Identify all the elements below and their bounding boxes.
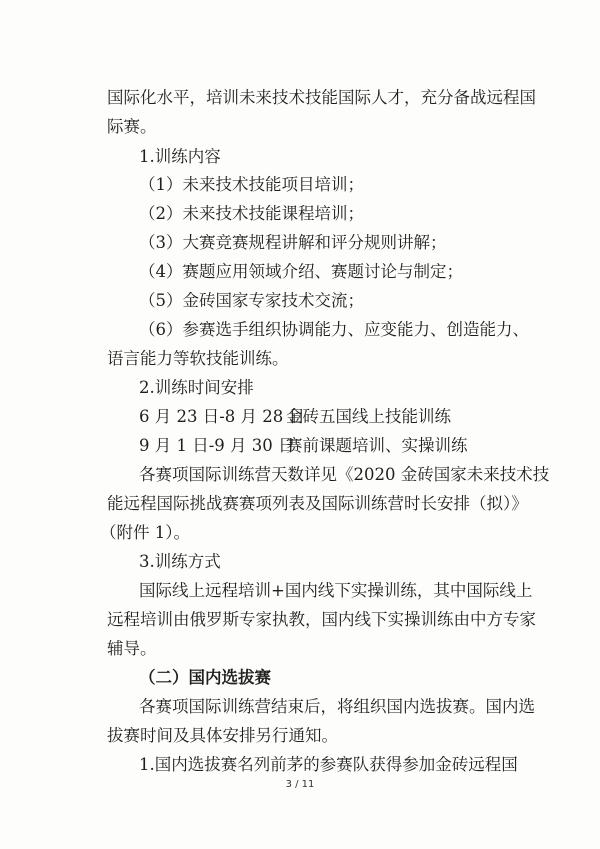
section1-title: 1.训练内容 [139,147,221,166]
content-item-1: （1）未来技术技能项目培训； [139,175,364,194]
content-item-4: （4）赛题应用领域介绍、赛题讨论与制定； [139,262,463,281]
camp-line-2: 能远程国际挑战赛赛项列表及国际训练营时长安排（拟）》 [107,494,528,513]
intro-line-2: 际赛。 [107,117,157,136]
content-item-6-line-2: 语言能力等软技能训练。 [107,349,289,368]
selection-line-2: 拔赛时间及具体安排另行通知。 [107,726,338,745]
page-number: 3 / 11 [285,779,315,790]
schedule-activity-2: 赛前课题培训、实操训练 [286,436,468,455]
heading-domestic-selection: （二）国内选拔赛 [139,668,271,687]
intro-line-1: 国际化水平，培训未来技术技能国际人才，充分备战远程国 [107,88,536,107]
camp-line-3: （附件 1）。 [100,523,190,542]
schedule-date-2: 9 月 1 日-9 月 30 日 [139,436,295,455]
schedule-activity-1: 金砖五国线上技能训练 [286,407,451,426]
schedule-date-1: 6 月 23 日-8 月 28 日 [139,407,306,426]
content-item-6-line-1: （6）参赛选手组织协调能力、应变能力、创造能力、 [139,320,529,339]
content-item-5: （5）金砖国家专家技术交流； [139,291,364,310]
last-line: 1.国内选拔赛名列前茅的参赛队获得参加金砖远程国 [139,755,518,774]
selection-line-1: 各赛项国际训练营结束后，将组织国内选拔赛。国内选 [139,697,535,716]
method-line-2: 远程培训由俄罗斯专家执教，国内线下实操训练由中方专家 [107,610,536,629]
content-item-2: （2）未来技术技能课程培训； [139,204,364,223]
method-line-1: 国际线上远程培训+国内线下实操训练，其中国际线上 [139,581,533,600]
section2-title: 2.训练时间安排 [139,378,254,397]
section3-title: 3.训练方式 [139,552,221,571]
camp-line-1: 各赛项国际训练营天数详见《2020 金砖国家未来技术技 [139,465,550,484]
content-item-3: （3）大赛竞赛规程讲解和评分规则讲解； [139,233,447,252]
method-line-3: 辅导。 [107,639,157,658]
